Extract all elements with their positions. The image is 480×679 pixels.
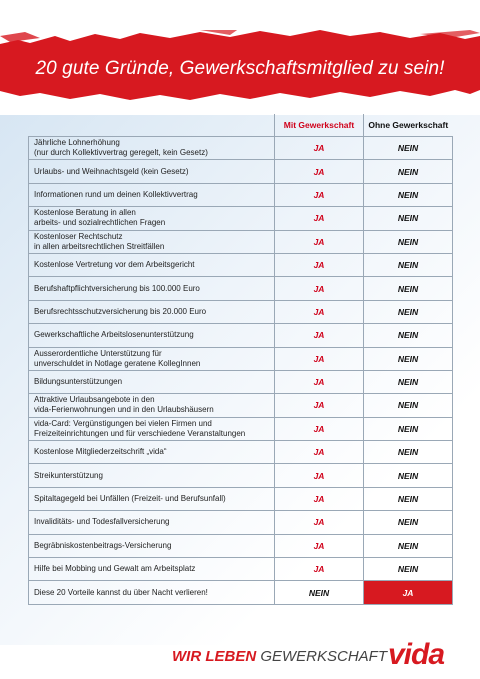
benefit-label: [29, 183, 275, 206]
table-row: [29, 394, 453, 417]
slogan-part-2: GEWERKSCHAFT: [256, 648, 388, 665]
benefit-label-line-2: vida-Ferienwohnungen und in den Urlaubshäusern: [34, 405, 214, 415]
benefit-label: [29, 347, 275, 370]
benefit-label-line-1: Spitaltagegeld bei Unfällen (Freizeit- und Berufsunfall): [34, 494, 226, 504]
benefit-label-line-1: Berufsrechtsschutzversicherung bis 20.000 Euro: [34, 306, 207, 316]
benefit-label-line-2: arbeits- und sozialrechtlichen Fragen: [34, 218, 166, 228]
comparison-table: [28, 114, 453, 605]
ohne-gewerkschaft-value: NEIN: [364, 394, 453, 417]
benefit-label-line-1: Berufshaftpflichtversicherung bis 100.000 Euro: [34, 283, 200, 293]
mit-gewerkschaft-value: JA: [275, 487, 364, 510]
benefit-label-line-1: Hilfe bei Mobbing und Gewalt am Arbeitsplatz: [34, 564, 196, 574]
benefit-label-line-2: in allen arbeitsrechtlichen Streitfällen: [34, 241, 165, 251]
benefit-label: [29, 300, 275, 323]
table-row: [29, 417, 453, 440]
mit-gewerkschaft-value: JA: [275, 207, 364, 230]
benefit-label: [29, 370, 275, 393]
mit-gewerkschaft-value: JA: [275, 137, 364, 160]
benefit-label-line-1: Jährliche Lohnerhöhung: [34, 138, 120, 148]
ohne-gewerkschaft-value: NEIN: [364, 558, 453, 581]
table-row: [29, 534, 453, 557]
ohne-gewerkschaft-value: NEIN: [364, 370, 453, 393]
table-row: [29, 558, 453, 581]
table-row: [29, 230, 453, 253]
mit-gewerkschaft-value: JA: [275, 370, 364, 393]
slogan-part-1: WIR LEBEN: [172, 648, 257, 665]
mit-gewerkschaft-value: JA: [275, 230, 364, 253]
benefit-label: [29, 417, 275, 440]
benefit-label-line-1: Informationen rund um deinen Kollektivvertrag: [34, 189, 198, 199]
title-banner: [0, 30, 480, 102]
summary-ohne-value: JA: [364, 581, 453, 604]
ohne-gewerkschaft-value: NEIN: [364, 347, 453, 370]
summary-label: Diese 20 Vorteile kannst du über Nacht verlieren!: [29, 581, 275, 604]
benefit-label-line-1: Bildungsunterstützungen: [34, 377, 123, 387]
table-row: [29, 160, 453, 183]
table-row: [29, 347, 453, 370]
header-ohne-gewerkschaft: Ohne Gewerkschaft: [364, 114, 453, 137]
benefit-label: [29, 207, 275, 230]
vida-logo: vida: [388, 638, 445, 671]
benefit-label: [29, 137, 275, 160]
ohne-gewerkschaft-value: NEIN: [364, 464, 453, 487]
summary-mit-value: NEIN: [275, 581, 364, 604]
footer-slogan: [172, 648, 387, 665]
benefit-label: [29, 324, 275, 347]
table-row: [29, 487, 453, 510]
table-row-summary: [29, 581, 453, 604]
benefit-label: [29, 441, 275, 464]
benefit-label-line-1: Kostenlose Beratung in allen: [34, 208, 136, 218]
ohne-gewerkschaft-value: NEIN: [364, 137, 453, 160]
ohne-gewerkschaft-value: NEIN: [364, 230, 453, 253]
ohne-gewerkschaft-value: NEIN: [364, 441, 453, 464]
table-header-row: [29, 114, 453, 137]
ohne-gewerkschaft-value: NEIN: [364, 511, 453, 534]
benefit-label-line-1: Begräbniskostenbeitrags-Versicherung: [34, 540, 172, 550]
benefit-label-line-1: Kostenlose Vertretung vor dem Arbeitsgericht: [34, 260, 195, 270]
mit-gewerkschaft-value: JA: [275, 277, 364, 300]
mit-gewerkschaft-value: JA: [275, 253, 364, 276]
benefit-label: [29, 534, 275, 557]
table-row: [29, 370, 453, 393]
footer: [0, 638, 480, 679]
mit-gewerkschaft-value: JA: [275, 300, 364, 323]
ohne-gewerkschaft-value: NEIN: [364, 417, 453, 440]
table-row: [29, 137, 453, 160]
comparison-table-wrapper: [28, 114, 452, 605]
mit-gewerkschaft-value: JA: [275, 534, 364, 557]
benefit-label-line-1: vida-Card: Vergünstigungen bei vielen Firmen und: [34, 418, 212, 428]
ohne-gewerkschaft-value: NEIN: [364, 253, 453, 276]
ohne-gewerkschaft-value: NEIN: [364, 487, 453, 510]
table-row: [29, 511, 453, 534]
table-body: [29, 137, 453, 605]
table-row: [29, 207, 453, 230]
mit-gewerkschaft-value: JA: [275, 441, 364, 464]
ohne-gewerkschaft-value: NEIN: [364, 277, 453, 300]
benefit-label-line-1: Streikunterstützung: [34, 470, 103, 480]
benefit-label-line-1: Gewerkschaftliche Arbeitslosenunterstützung: [34, 330, 194, 340]
benefit-label: [29, 487, 275, 510]
benefit-label: [29, 394, 275, 417]
benefit-label: [29, 277, 275, 300]
table-row: [29, 183, 453, 206]
benefit-label-line-1: Kostenloser Rechtschutz: [34, 231, 123, 241]
table-row: [29, 277, 453, 300]
table-row: [29, 253, 453, 276]
benefit-label: [29, 160, 275, 183]
mit-gewerkschaft-value: JA: [275, 324, 364, 347]
page-title: 20 gute Gründe, Gewerkschaftsmitglied zu sein!: [35, 58, 445, 79]
ohne-gewerkschaft-value: NEIN: [364, 534, 453, 557]
benefit-label-line-2: unverschuldet in Notlage geratene KollegInnen: [34, 358, 201, 368]
ohne-gewerkschaft-value: NEIN: [364, 160, 453, 183]
ohne-gewerkschaft-value: NEIN: [364, 207, 453, 230]
benefit-label-line-2: Freizeiteinrichtungen und für verschiedene Veranstaltungen: [34, 428, 246, 438]
benefit-label: [29, 230, 275, 253]
benefit-label-line-2: (nur durch Kollektivvertrag geregelt, kein Gesetz): [34, 148, 208, 158]
benefit-label-line-1: Attraktive Urlaubsangebote in den: [34, 395, 155, 405]
ohne-gewerkschaft-value: NEIN: [364, 324, 453, 347]
ohne-gewerkschaft-value: NEIN: [364, 300, 453, 323]
mit-gewerkschaft-value: JA: [275, 464, 364, 487]
mit-gewerkschaft-value: JA: [275, 394, 364, 417]
benefit-label-line-1: Kostenlose Mitgliederzeitschrift „vida“: [34, 447, 167, 457]
table-row: [29, 441, 453, 464]
table-row: [29, 324, 453, 347]
table-row: [29, 464, 453, 487]
benefit-label-line-1: Ausserordentliche Unterstützung für: [34, 348, 162, 358]
mit-gewerkschaft-value: JA: [275, 160, 364, 183]
mit-gewerkschaft-value: JA: [275, 347, 364, 370]
mit-gewerkschaft-value: JA: [275, 511, 364, 534]
header-mit-gewerkschaft: Mit Gewerkschaft: [275, 114, 364, 137]
benefit-label-line-1: Invaliditäts- und Todesfallversicherung: [34, 517, 170, 527]
mit-gewerkschaft-value: JA: [275, 183, 364, 206]
benefit-label: [29, 558, 275, 581]
benefit-label: [29, 253, 275, 276]
mit-gewerkschaft-value: JA: [275, 558, 364, 581]
table-row: [29, 300, 453, 323]
benefit-label-line-1: Urlaubs- und Weihnachtsgeld (kein Gesetz): [34, 166, 189, 176]
ohne-gewerkschaft-value: NEIN: [364, 183, 453, 206]
header-empty: [29, 114, 275, 137]
benefit-label: [29, 464, 275, 487]
mit-gewerkschaft-value: JA: [275, 417, 364, 440]
benefit-label: [29, 511, 275, 534]
